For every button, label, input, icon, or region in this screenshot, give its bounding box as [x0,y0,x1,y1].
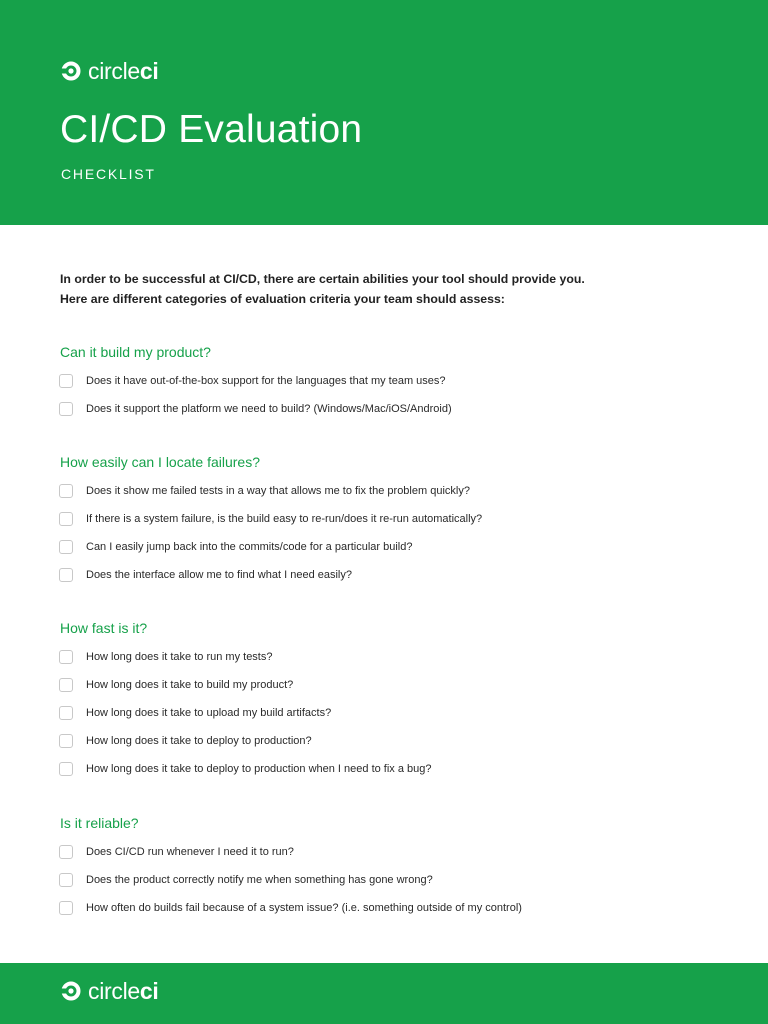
checklist-item-text: How long does it take to build my product? [86,679,294,691]
document-subtitle: CHECKLIST [61,166,156,182]
checklist-item[interactable] [59,898,522,918]
checklist-item-text: How often do builds fail because of a system issue? (i.e. something outside of my control) [86,902,522,914]
checkbox[interactable] [59,484,73,498]
checklist-item-text: How long does it take to deploy to production when I need to fix a bug? [86,763,432,775]
checklist-item[interactable] [59,399,452,419]
checklist-item-text: Can I easily jump back into the commits/code for a particular build? [86,541,413,553]
checkbox[interactable] [59,706,73,720]
section-title-failures: How easily can I locate failures? [60,454,260,470]
brand-name-prefix: circle [88,58,140,84]
header-banner [0,0,768,225]
checklist-item[interactable] [59,481,470,501]
checklist-item-text: How long does it take to upload my build artifacts? [86,707,332,719]
intro-text [60,269,700,309]
checkbox[interactable] [59,650,73,664]
intro-line-2: Here are different categories of evaluation criteria your team should assess: [60,292,505,306]
checklist-item[interactable] [59,842,294,862]
checklist-item-text: Does it show me failed tests in a way that allows me to fix the problem quickly? [86,485,470,497]
checklist-item-text: How long does it take to deploy to production? [86,735,312,747]
checklist-item[interactable] [59,731,312,751]
circleci-logo-icon [60,980,82,1002]
checklist-item[interactable] [59,371,446,391]
footer-wordmark [88,978,158,1004]
checklist-item-text: Does the product correctly notify me when something has gone wrong? [86,874,433,886]
section-title-speed: How fast is it? [60,620,148,636]
checklist-item[interactable] [59,565,352,585]
checkbox[interactable] [59,901,73,915]
checklist-item[interactable] [59,759,432,779]
checklist-item[interactable] [59,509,482,529]
checkbox[interactable] [59,762,73,776]
document-title: CI/CD Evaluation [60,108,363,151]
brand-name-suffix: ci [139,58,159,84]
checklist-item[interactable] [59,675,293,695]
brand-wordmark [88,58,158,84]
checkbox[interactable] [59,678,73,692]
intro-line-1: In order to be successful at CI/CD, there are certain abilities your tool should provide you. [60,272,585,286]
section-title-build: Can it build my product? [60,344,211,360]
checkbox[interactable] [59,512,73,526]
checklist-item-text: Does the interface allow me to find what I need easily? [86,569,352,581]
checklist-item-text: Does it have out-of-the-box support for the languages that my team uses? [86,375,446,387]
checklist-item-text: Does CI/CD run whenever I need it to run? [86,846,294,858]
checklist-item[interactable] [59,703,331,723]
checkbox[interactable] [59,734,73,748]
checklist-item[interactable] [59,870,433,890]
brand-name-suffix: ci [139,978,159,1004]
circleci-logo-icon [60,60,82,82]
section-title-reliability: Is it reliable? [60,815,139,831]
brand-name-prefix: circle [88,978,140,1004]
checkbox[interactable] [59,845,73,859]
checkbox[interactable] [59,402,73,416]
brand-logo [60,58,158,84]
checklist-item[interactable] [59,647,272,667]
checklist-item-text: Does it support the platform we need to build? (Windows/Mac/iOS/Android) [86,403,452,415]
footer-logo [60,978,158,1004]
checkbox[interactable] [59,540,73,554]
checklist-item-text: If there is a system failure, is the build easy to re-run/does it re-run automatically? [86,513,483,525]
checklist-item[interactable] [59,537,413,557]
checkbox[interactable] [59,374,73,388]
checkbox[interactable] [59,873,73,887]
checklist-item-text: How long does it take to run my tests? [86,651,273,663]
checkbox[interactable] [59,568,73,582]
